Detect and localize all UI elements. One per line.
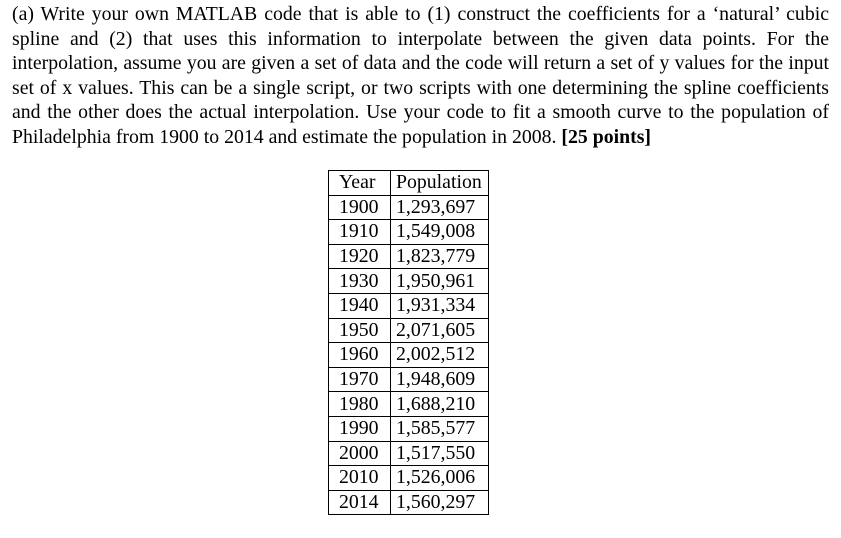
year-cell: 1990 bbox=[329, 416, 391, 441]
year-cell: 1960 bbox=[329, 343, 391, 368]
table-row bbox=[329, 490, 489, 515]
year-cell: 1920 bbox=[329, 244, 391, 269]
table-row bbox=[329, 441, 489, 466]
table-header-row bbox=[329, 171, 489, 196]
population-cell: 1,950,961 bbox=[391, 269, 489, 294]
table-row bbox=[329, 293, 489, 318]
population-cell: 1,560,297 bbox=[391, 490, 489, 515]
population-table bbox=[328, 170, 489, 515]
year-cell: 1980 bbox=[329, 392, 391, 417]
population-cell: 1,293,697 bbox=[391, 195, 489, 220]
table-row bbox=[329, 269, 489, 294]
population-cell: 2,071,605 bbox=[391, 318, 489, 343]
year-cell: 2010 bbox=[329, 466, 391, 491]
year-cell: 1900 bbox=[329, 195, 391, 220]
points-label: [25 points] bbox=[561, 125, 651, 148]
table-row bbox=[329, 343, 489, 368]
table-row bbox=[329, 416, 489, 441]
year-cell: 2000 bbox=[329, 441, 391, 466]
population-cell: 1,688,210 bbox=[391, 392, 489, 417]
year-cell: 1950 bbox=[329, 318, 391, 343]
population-table-container bbox=[328, 170, 489, 515]
table-row bbox=[329, 318, 489, 343]
problem-statement bbox=[12, 2, 829, 150]
population-cell: 1,526,006 bbox=[391, 466, 489, 491]
table-row bbox=[329, 367, 489, 392]
year-cell: 2014 bbox=[329, 490, 391, 515]
population-cell: 1,823,779 bbox=[391, 244, 489, 269]
population-cell: 1,549,008 bbox=[391, 220, 489, 245]
population-cell: 1,585,577 bbox=[391, 416, 489, 441]
table-row bbox=[329, 244, 489, 269]
year-cell: 1930 bbox=[329, 269, 391, 294]
year-cell: 1910 bbox=[329, 220, 391, 245]
table-row bbox=[329, 195, 489, 220]
table-row bbox=[329, 466, 489, 491]
population-cell: 1,948,609 bbox=[391, 367, 489, 392]
population-cell: 1,931,334 bbox=[391, 293, 489, 318]
table-row bbox=[329, 220, 489, 245]
table-row bbox=[329, 392, 489, 417]
year-cell: 1970 bbox=[329, 367, 391, 392]
problem-text: (a) Write your own MATLAB code that is able to (1) construct the coefficients for a ‘natural’ cubic spline and (2) that uses this information to interpolate between the given data points. For the interpolation, assume you are given a set of data and the code will return a set of y values for the input set of x values. This can be a single script, or two scripts with one determining the spline coefficients and the other does the actual interpolation. Use your code to fit a smooth curve to the population of Philadelphia from 1900 to 2014 and estimate the population in 2008. bbox=[12, 3, 829, 148]
population-cell: 2,002,512 bbox=[391, 343, 489, 368]
header-population: Population bbox=[391, 171, 489, 196]
year-cell: 1940 bbox=[329, 293, 391, 318]
header-year: Year bbox=[329, 171, 391, 196]
population-cell: 1,517,550 bbox=[391, 441, 489, 466]
